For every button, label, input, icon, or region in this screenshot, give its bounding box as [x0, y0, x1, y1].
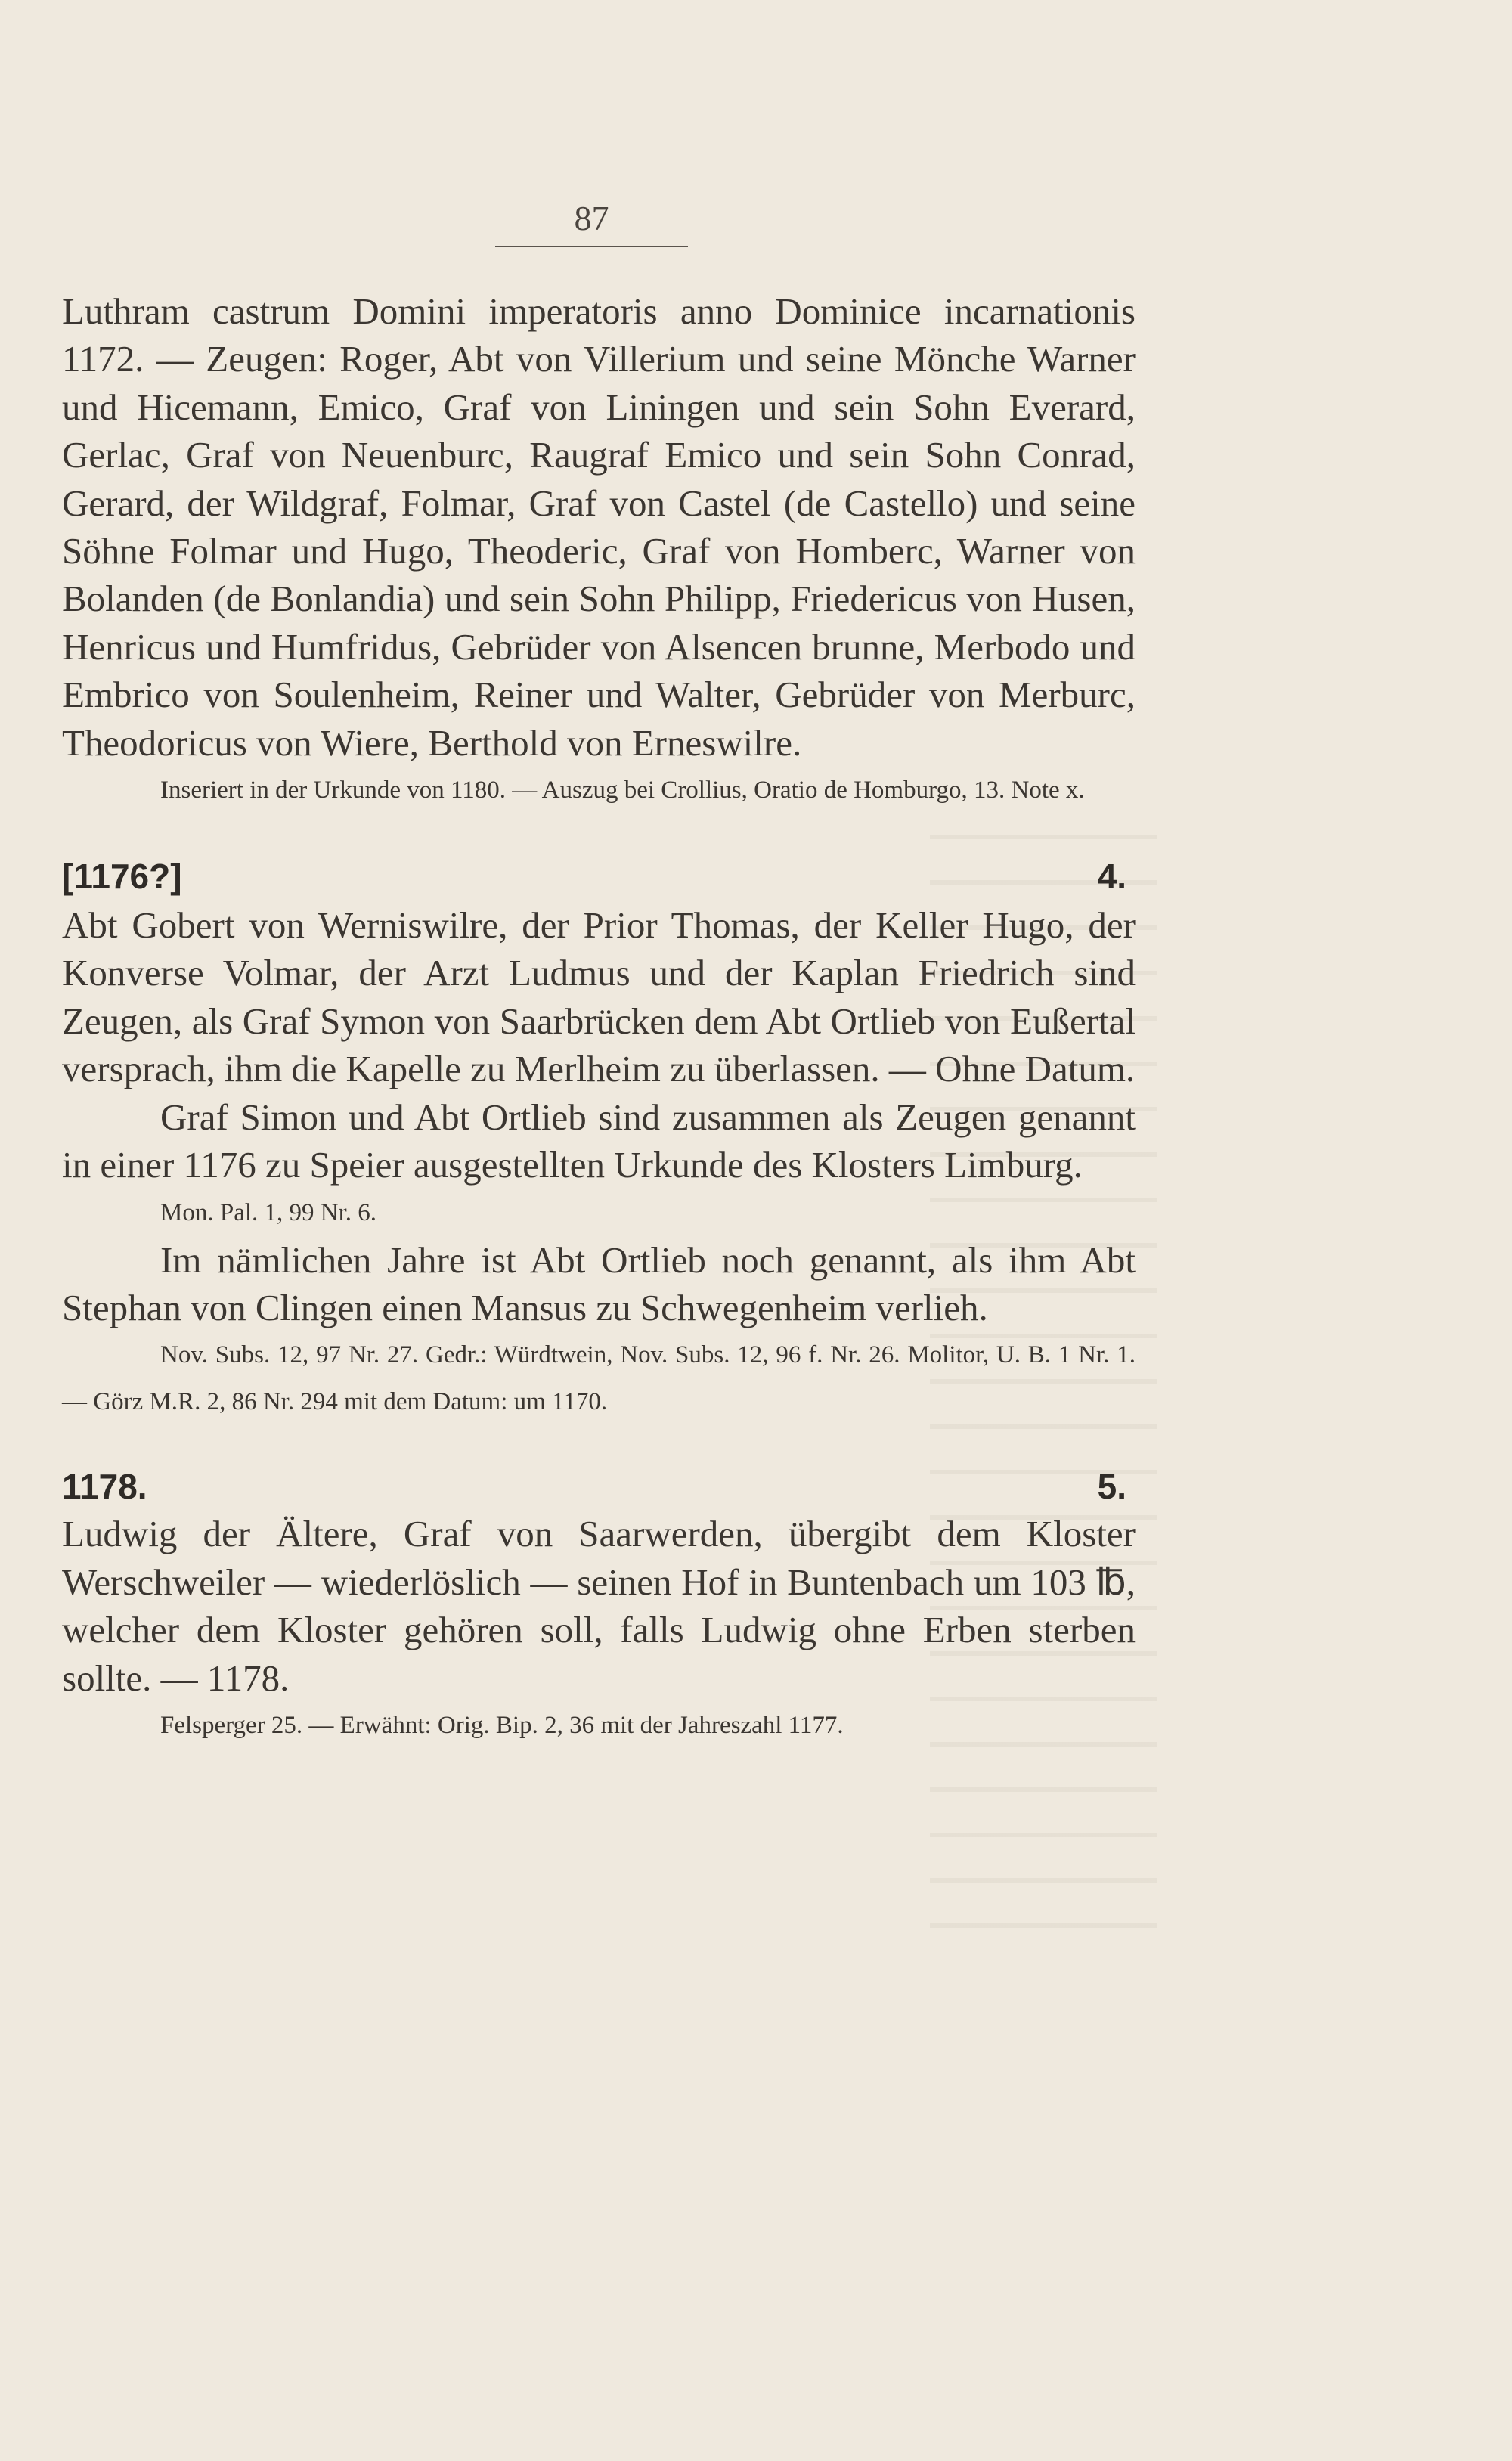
entry-5-heading — [62, 1466, 1136, 1507]
entry-4-date: [1176?] — [62, 857, 182, 897]
entry-5-text: Ludwig der Ältere, Graf von Saarwerden, übergibt dem Kloster Werschweiler — wiederlöslich — seinen Hof in Buntenbach um 103 ℔, welcher dem Kloster gehören soll, falls Ludwig ohne Erben sterben sollte. — 1178. — [62, 1513, 1136, 1699]
entry-4-text: Abt Gobert von Werniswilre, der Prior Thomas, der Keller Hugo, der Konverse Volmar, der Arzt Ludmus und der Kaplan Friedrich sind Zeugen, als Graf Symon von Saarbrücken dem Abt Ortlieb von Eußertal versprach, ihm die Kapelle zu Merlheim zu überlassen. — Ohne Datum. — [62, 904, 1136, 1090]
entry-3-source: Inseriert in der Urkunde von 1180. — Auszug bei Crollius, Oratio de Homburgo, 13. Note x. — [160, 776, 1085, 804]
entry-5-source: Felsperger 25. — Erwähnt: Orig. Bip. 2, 36 mit der Jahreszahl 1177. — [160, 1711, 844, 1739]
entry-5-number: 5. — [1097, 1467, 1126, 1507]
entry-4 — [62, 856, 1136, 1425]
entry-4-note-1: Graf Simon und Abt Ortlieb sind zusammen als Zeugen genannt in einer 1176 zu Speier ausgestellten Urkunde des Klosters Limburg. — [62, 1096, 1136, 1186]
entry-4-heading — [62, 856, 1136, 897]
entry-4-source-1: Mon. Pal. 1, 99 Nr. 6. — [160, 1198, 377, 1226]
entry-4-source-2: Nov. Subs. 12, 97 Nr. 27. Gedr.: Würdtwein, Nov. Subs. 12, 96 f. Nr. 26. Molitor, U. B. 1 Nr. 1. — Görz M.R. 2, 86 Nr. 294 mit dem Datum: um 1170. — [62, 1341, 1136, 1416]
entry-3-text: Luthram castrum Domini imperatoris anno Dominice incarnationis 1172. — Zeugen: Roger, Abt von Villerium und seine Mönche Warner und Hicemann, Emico, Graf von Liningen und sein Sohn Everard, Gerlac, Graf von Neuenburc, Raugraf Emico und sein Sohn Conrad, Gerard, der Wildgraf, Folmar, Graf von Castel (de Castello) und seine Söhne Folmar und Hugo, Theoderic, Graf von Homberc, Warner von Bolanden (de Bonlandia) und sein Sohn Philipp, Friedericus von Husen, Henricus und Humfridus, Gebrüder von Alsencen brunne, Merbodo und Embrico von Soulenheim, Reiner und Walter, Gebrüder von Merburc, Theodoricus von Wiere, Berthold von Erneswilre. — [62, 290, 1136, 764]
entry-4-number: 4. — [1097, 857, 1126, 897]
page-content — [62, 287, 1136, 1749]
entry-3-continuation — [62, 287, 1136, 814]
entry-5-date: 1178. — [62, 1467, 147, 1507]
page-number: 87 — [574, 199, 609, 237]
page-number-rule — [495, 246, 688, 247]
entry-4-note-2: Im nämlichen Jahre ist Abt Ortlieb noch genannt, als ihm Abt Stephan von Clingen einen Mansus zu Schwegenheim verlieh. — [62, 1238, 1136, 1328]
entry-5 — [62, 1466, 1136, 1749]
